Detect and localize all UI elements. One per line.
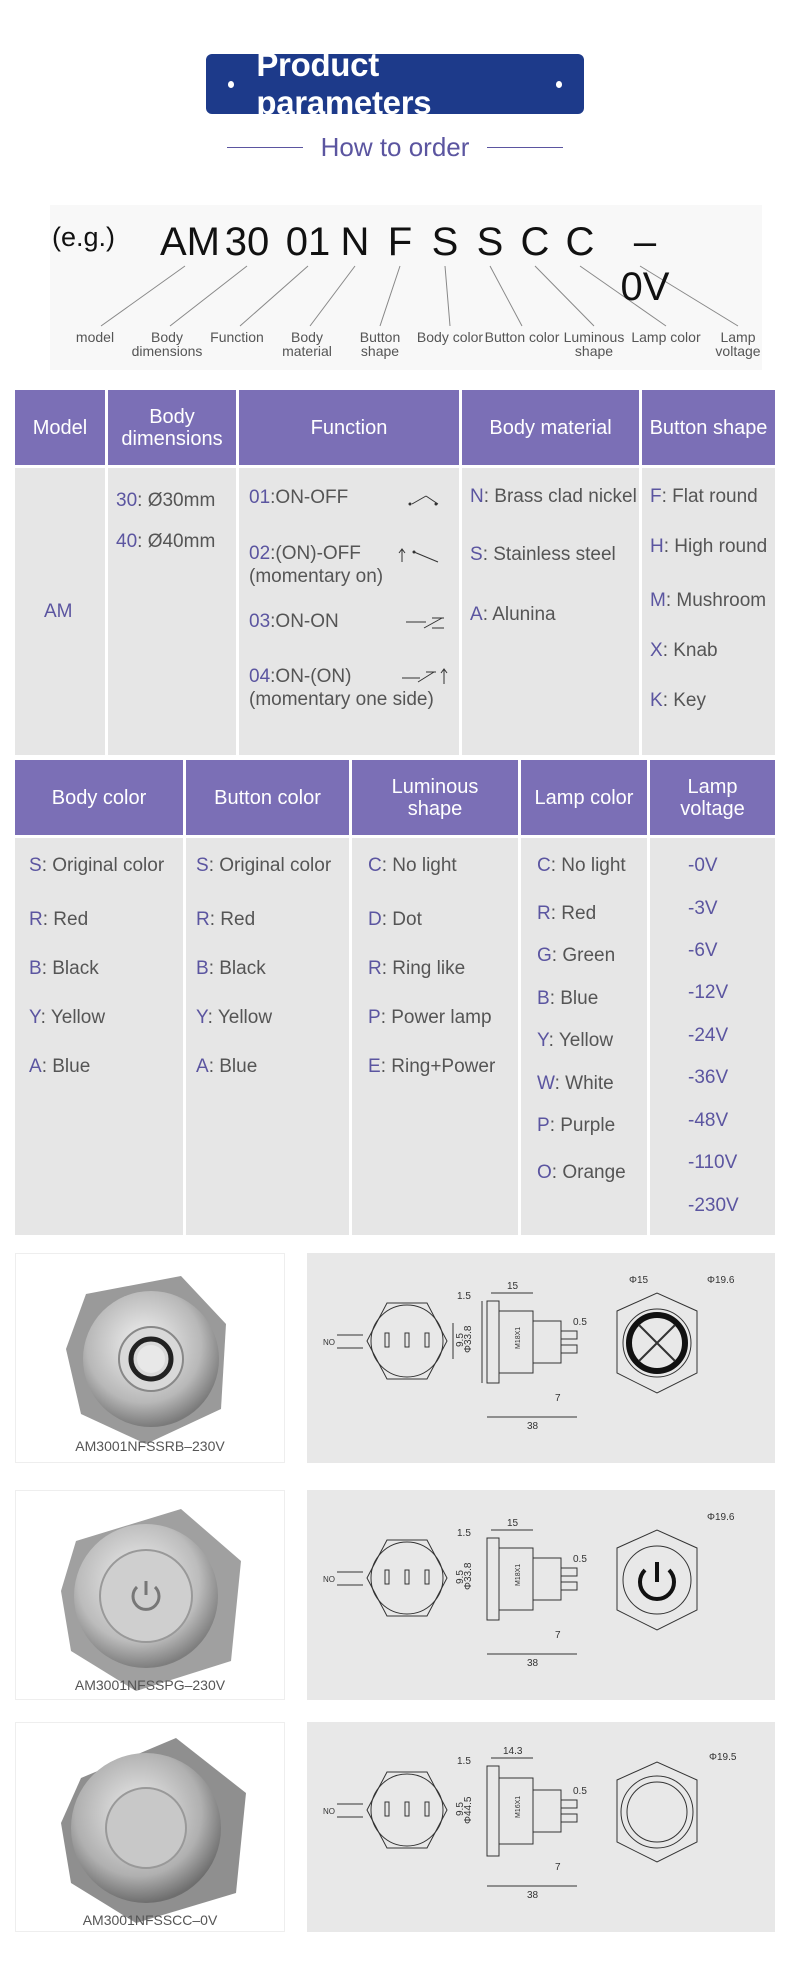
lamp-voltage-item: -24V <box>688 1025 729 1046</box>
luminous-shape-item: E: Ring+Power <box>368 1056 496 1077</box>
dim-label: 1.5 <box>457 1756 471 1767</box>
product-name-2: AM3001NFSSPG–230V <box>74 1677 226 1693</box>
body-color-item: B: Black <box>29 958 99 979</box>
lamp-voltage-item: -110V <box>688 1152 738 1173</box>
material-item: A: Alunina <box>470 604 556 625</box>
function-item: 01:ON-OFF <box>249 487 349 508</box>
dim-label: M18X1 <box>515 1563 522 1586</box>
button-shape-item: M: Mushroom <box>650 590 767 611</box>
lamp-voltage-item: -48V <box>688 1110 729 1131</box>
dim-label: Φ33.8 <box>463 1562 474 1590</box>
dimension-item: 30: Ø30mm <box>116 490 216 511</box>
button-shape-item: F: Flat round <box>650 486 758 507</box>
header-luminous-shape: Luminous shape <box>352 760 518 835</box>
code-part-luminous-shape: C <box>520 220 550 264</box>
changeover-switch-icon <box>402 608 448 632</box>
function-item: 04:ON-(ON) <box>249 666 352 687</box>
dimension-drawing-icon <box>307 1722 775 1932</box>
dim-label: NO <box>323 1575 335 1584</box>
dim-label: Φ15 <box>629 1275 649 1286</box>
dim-label: 14.3 <box>503 1746 523 1757</box>
button-color-item: S: Original color <box>196 855 332 876</box>
dim-label: 38 <box>527 1421 539 1432</box>
lamp-voltage-item: -3V <box>688 898 718 919</box>
dim-label: Φ19.6 <box>707 1512 735 1523</box>
material-item: S: Stainless steel <box>470 544 616 565</box>
section-title: Product parameters <box>256 46 432 121</box>
caption-button-color: Button color <box>484 329 560 345</box>
code-part-dimensions: 30 <box>224 220 270 264</box>
header-model: Model <box>15 390 105 465</box>
dim-label: 1.5 <box>457 1528 471 1539</box>
example-leader-lines <box>0 0 790 380</box>
lamp-voltage-item: -36V <box>688 1067 729 1088</box>
dim-label: 0.5 <box>573 1317 587 1328</box>
dim-label: 7 <box>555 1862 561 1873</box>
lamp-voltage-item: -6V <box>688 940 718 961</box>
dimension-drawing-icon <box>307 1490 775 1700</box>
dim-label: M18X1 <box>515 1326 522 1349</box>
header-lamp-color: Lamp color <box>521 760 647 835</box>
column-body-color <box>15 838 183 1235</box>
push-button-ring-icon <box>16 1254 286 1464</box>
header-button-color: Button color <box>186 760 349 835</box>
caption-body-color: Body color <box>416 329 484 345</box>
header-body-dimensions: Body dimensions <box>108 390 236 465</box>
lamp-color-item: G: Green <box>537 945 616 966</box>
material-item: N: Brass clad nickel <box>470 486 637 507</box>
luminous-shape-item: C: No light <box>368 855 457 876</box>
header-body-material: Body material <box>462 390 639 465</box>
code-part-function: 01 <box>285 220 331 264</box>
product-name-1: AM3001NFSSRB–230V <box>75 1438 225 1454</box>
dim-label: 38 <box>527 1890 539 1901</box>
lamp-color-item: W: White <box>537 1073 614 1094</box>
header-button-shape: Button shape <box>642 390 775 465</box>
dim-label: 38 <box>527 1658 539 1669</box>
lamp-voltage-item: -12V <box>688 982 729 1003</box>
code-part-button-shape: F <box>387 220 413 264</box>
push-button-power-icon <box>16 1491 286 1701</box>
dim-label: Φ44.5 <box>463 1796 474 1824</box>
header-function: Function <box>239 390 459 465</box>
button-color-item: B: Black <box>196 958 266 979</box>
dimension-item: 40: Ø40mm <box>116 531 216 552</box>
caption-function: Function <box>210 329 264 345</box>
dim-label: 9.5 <box>455 1333 466 1347</box>
dim-label: NO <box>323 1338 335 1347</box>
caption-button-shape: Button shape <box>359 329 401 359</box>
lamp-voltage-item: -0V <box>688 855 718 876</box>
button-shape-item: H: High round <box>650 536 768 557</box>
dim-label: 9.5 <box>455 1802 466 1816</box>
momentary-switch-icon <box>396 540 448 566</box>
model-value: AM <box>44 601 73 622</box>
technical-drawing-3 <box>307 1722 775 1932</box>
luminous-shape-item: P: Power lamp <box>368 1007 492 1028</box>
button-shape-item: K: Key <box>650 690 706 711</box>
example-label: (e.g.) <box>52 222 116 252</box>
function-item: 02:(ON)-OFF <box>249 543 361 564</box>
function-item: 03:ON-ON <box>249 611 339 632</box>
header-body-color: Body color <box>15 760 183 835</box>
section-subtitle: How to order <box>320 131 470 162</box>
code-part-body-color: S <box>431 220 459 264</box>
dim-label: 15 <box>507 1518 519 1529</box>
button-color-item: R: Red <box>196 909 256 930</box>
code-part-button-color: S <box>476 220 504 264</box>
changeover-momentary-icon <box>400 662 450 688</box>
product-photo-3 <box>15 1722 285 1932</box>
luminous-shape-item: R: Ring like <box>368 958 466 979</box>
caption-body-dimensions: Body dimensions <box>131 329 203 359</box>
technical-drawing-2 <box>307 1490 775 1700</box>
product-name-3: AM3001NFSSCC–0V <box>82 1912 218 1928</box>
caption-lamp-voltage: Lamp voltage <box>715 329 761 359</box>
dim-label: 1.5 <box>457 1291 471 1302</box>
lamp-color-item: R: Red <box>537 903 597 924</box>
code-part-lamp-color: C <box>565 220 595 264</box>
dim-label: 7 <box>555 1393 561 1404</box>
caption-lamp-color: Lamp color <box>631 329 701 345</box>
caption-luminous-shape: Luminous shape <box>563 329 625 359</box>
column-luminous-shape <box>352 838 518 1235</box>
code-part-lamp-voltage: –0V <box>620 220 670 309</box>
dim-label: M16X1 <box>515 1795 522 1818</box>
body-color-item: Y: Yellow <box>29 1007 106 1028</box>
caption-model: model <box>75 329 115 345</box>
dim-label: 0.5 <box>573 1786 587 1797</box>
lamp-color-item: O: Orange <box>537 1162 626 1183</box>
product-photo-1 <box>15 1253 285 1463</box>
button-color-item: A: Blue <box>196 1056 258 1077</box>
dim-label: 0.5 <box>573 1554 587 1565</box>
function-item-note: (momentary one side) <box>249 689 434 710</box>
body-color-item: R: Red <box>29 909 89 930</box>
code-part-model: AM <box>160 220 220 264</box>
lamp-color-item: Y: Yellow <box>537 1030 614 1051</box>
technical-drawing-1 <box>307 1253 775 1463</box>
header-lamp-voltage: Lamp voltage <box>650 760 775 835</box>
product-photo-2 <box>15 1490 285 1700</box>
caption-body-material: Body material <box>282 329 332 359</box>
dimension-drawing-icon <box>307 1253 775 1463</box>
dim-label: 7 <box>555 1630 561 1641</box>
lamp-color-item: C: No light <box>537 855 626 876</box>
column-button-color <box>186 838 349 1235</box>
dim-label: Φ33.8 <box>463 1325 474 1353</box>
lamp-color-item: B: Blue <box>537 988 599 1009</box>
luminous-shape-item: D: Dot <box>368 909 422 930</box>
switch-symbol-icon <box>398 486 448 510</box>
dim-label: 15 <box>507 1281 519 1292</box>
dim-label: NO <box>323 1807 335 1816</box>
push-button-flat-icon <box>16 1723 286 1933</box>
code-part-material: N <box>340 220 370 264</box>
lamp-color-item: P: Purple <box>537 1115 616 1136</box>
lamp-voltage-item: -230V <box>688 1195 739 1216</box>
body-color-item: A: Blue <box>29 1056 91 1077</box>
dim-label: 9.5 <box>455 1570 466 1584</box>
dim-label: Φ19.6 <box>707 1275 735 1286</box>
dim-label: Φ19.5 <box>709 1752 737 1763</box>
button-color-item: Y: Yellow <box>196 1007 273 1028</box>
button-shape-item: X: Knab <box>650 640 718 661</box>
function-item-note: (momentary on) <box>249 566 384 587</box>
body-color-item: S: Original color <box>29 855 165 876</box>
